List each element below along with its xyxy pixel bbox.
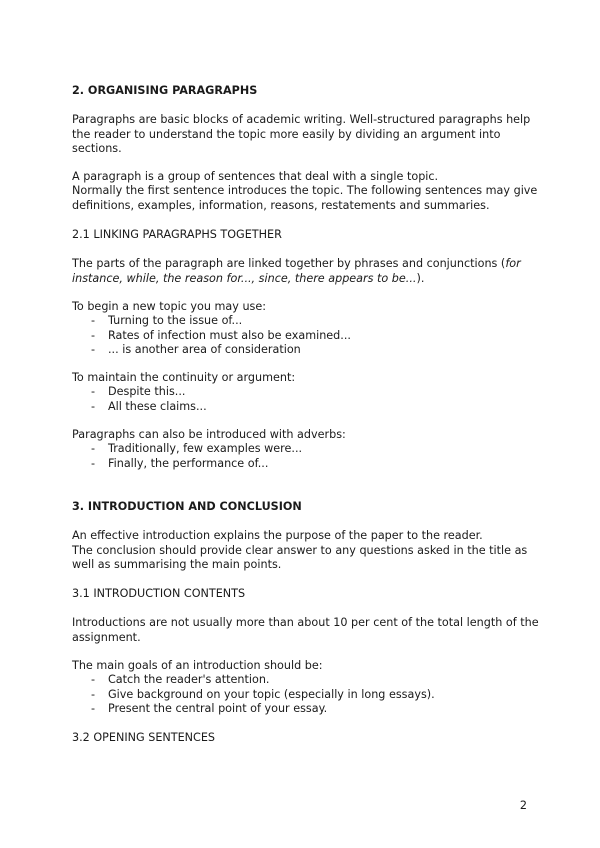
new-topic-intro: To begin a new topic you may use:	[72, 299, 267, 313]
list-item: - ... is another area of consideration	[91, 343, 542, 357]
goals-list	[72, 673, 542, 716]
paragraph-introduction-length: Introductions are not usually more than about 10 per cent of the total length of the assignment.	[72, 616, 539, 644]
list-item: - Finally, the performance of...	[91, 457, 542, 471]
goals-intro: The main goals of an introduction should be:	[72, 659, 323, 673]
list-item: - Despite this...	[91, 385, 542, 399]
subsection-heading-opening-sentences: 3.2 OPENING SENTENCES	[72, 731, 216, 745]
list-item: - All these claims...	[91, 400, 542, 414]
paragraph-effective-introduction: An effective introduction explains the purpose of the paper to the reader.	[72, 529, 483, 543]
paragraph-conclusion: The conclusion should provide clear answer to any questions asked in the title as well as summarising the main points.	[72, 543, 528, 571]
list-item: - Rates of infection must also be examined...	[91, 329, 542, 343]
subsection-heading-introduction-contents: 3.1 INTRODUCTION CONTENTS	[72, 587, 246, 601]
paragraph-basic-blocks: Paragraphs are basic blocks of academic writing. Well-structured paragraphs help the reader to understand the topic more easily by dividing an argument into sections.	[72, 113, 531, 155]
paragraph-linking-phrases	[72, 257, 542, 286]
adverbs-list	[72, 442, 542, 471]
list-item: - Traditionally, few examples were...	[91, 442, 542, 456]
adverbs-intro: Paragraphs can also be introduced with adverbs:	[72, 428, 346, 442]
page-number: 2	[519, 799, 527, 812]
new-topic-list	[72, 314, 542, 357]
continuity-list	[72, 385, 542, 414]
linking-tail-text: ).	[416, 271, 425, 285]
list-item: - Give background on your topic (especially in long essays).	[91, 688, 542, 702]
subsection-heading-linking-paragraphs: 2.1 LINKING PARAGRAPHS TOGETHER	[72, 228, 282, 242]
linking-examples-italic: for instance, while, the reason for..., since, there appears to be...	[72, 257, 521, 285]
continuity-intro: To maintain the continuity or argument:	[72, 371, 296, 385]
list-item: - Turning to the issue of...	[91, 314, 542, 328]
section-heading-organising-paragraphs: 2. ORGANISING PARAGRAPHS	[72, 84, 258, 97]
paragraph-group-definition: A paragraph is a group of sentences that deal with a single topic.	[72, 170, 439, 184]
linking-lead-text: The parts of the paragraph are linked together by phrases and conjunctions (	[72, 257, 506, 271]
list-item: - Present the central point of your essay.	[91, 702, 542, 716]
list-item: - Catch the reader's attention.	[91, 673, 542, 687]
paragraph-first-sentence: Normally the first sentence introduces the topic. The following sentences may give definitions, examples, information, reasons, restatements and summaries.	[72, 184, 538, 212]
section-heading-introduction-conclusion: 3. INTRODUCTION AND CONCLUSION	[72, 499, 302, 513]
document-page	[72, 84, 542, 746]
